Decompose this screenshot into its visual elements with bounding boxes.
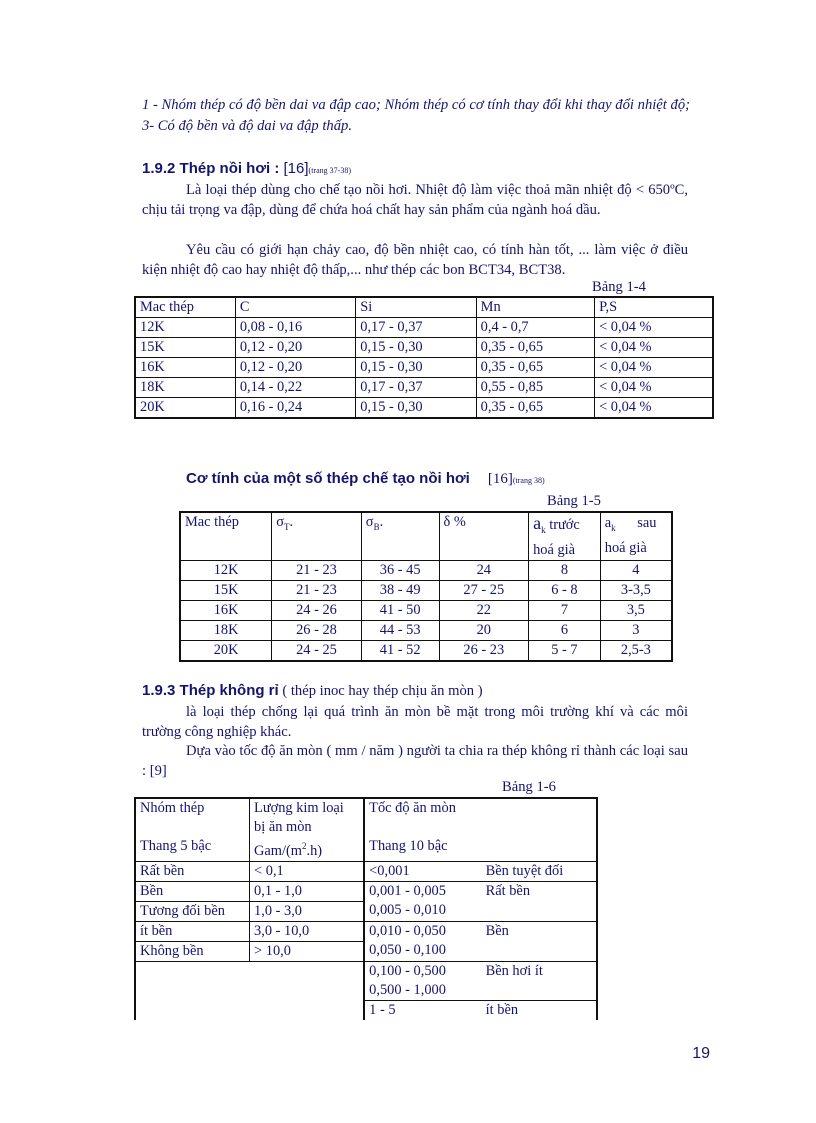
- table-title: Cơ tính của một số thép chế tạo nồi hơi: [186, 470, 470, 487]
- table-cell: < 0,04 %: [595, 318, 713, 338]
- table-cell: 0,010 - 0,050: [364, 921, 481, 941]
- table-cell: 21 - 23: [272, 580, 362, 600]
- table-header-row: [135, 297, 713, 318]
- table-row: [135, 338, 713, 358]
- table-cell: 0,35 - 0,65: [476, 338, 594, 358]
- table-row: [135, 378, 713, 398]
- table-header-row: [135, 837, 597, 861]
- table-cell: 5 - 7: [529, 640, 601, 661]
- table-1-5-title: [186, 470, 545, 488]
- table-cell: < 0,04 %: [595, 378, 713, 398]
- table-row: [135, 318, 713, 338]
- empty-cell: [250, 961, 365, 981]
- header-text: sau hoá già: [604, 515, 661, 556]
- table-row: [135, 1000, 597, 1020]
- empty-cell: [250, 981, 365, 1001]
- empty-cell: [135, 961, 250, 981]
- table-caption: Bảng 1-6: [502, 779, 556, 795]
- table-body: [135, 798, 597, 861]
- header-text: trước hoá già: [533, 517, 580, 558]
- table-cell: < 0,1: [250, 861, 365, 881]
- header-cell: $\sigma_B$.: [361, 512, 439, 560]
- subscript: k: [541, 524, 546, 535]
- table-cell: 22: [439, 600, 529, 620]
- table-row: [135, 921, 597, 941]
- table-cell: Bền: [135, 881, 250, 901]
- table-row: [180, 640, 672, 661]
- table-cell: 16K: [135, 358, 235, 378]
- table-header-row: [180, 512, 672, 560]
- table-cell: [482, 981, 597, 1001]
- section-title: 1.9.3 Thép không rỉ: [142, 682, 279, 699]
- unit-text: .h): [306, 842, 323, 859]
- section-heading-192: [142, 160, 351, 178]
- header-cell: Thang 10 bậc: [369, 838, 448, 854]
- subscript: T: [283, 521, 290, 532]
- table-cell: 12K: [135, 318, 235, 338]
- table-cell: 41 - 50: [361, 600, 439, 620]
- table-cell: 20: [439, 620, 529, 640]
- ak-symbol: a: [533, 513, 542, 533]
- table-cell: 0,005 - 0,010: [369, 902, 446, 919]
- section-ref-page: (trang 37-38): [308, 166, 351, 175]
- table-row: [135, 981, 597, 1001]
- table-row: [180, 580, 672, 600]
- table-header-row: [135, 818, 597, 837]
- table-row: [135, 881, 597, 901]
- table-cell: 0,55 - 0,85: [476, 378, 594, 398]
- table-cell: 0,16 - 0,24: [235, 398, 355, 419]
- table-cell: 41 - 52: [361, 640, 439, 661]
- table-cell: 24 - 26: [272, 600, 362, 620]
- table-cell: 0,35 - 0,65: [476, 398, 594, 419]
- table-cell: 6 - 8: [529, 580, 601, 600]
- paragraph: Yêu cầu có giới hạn chảy cao, độ bền nhiệt cao, có tính hàn tốt, ... làm việc ở điều kiện nhiệt độ cao hay nhiệt độ thấp,... như thép các bon BCT34, BCT38.: [142, 242, 688, 278]
- table-row: [135, 358, 713, 378]
- table-cell: 0,12 - 0,20: [235, 338, 355, 358]
- table-cell: 15K: [135, 338, 235, 358]
- table-cell: 0,35 - 0,65: [476, 358, 594, 378]
- table-cell: 8: [529, 560, 601, 580]
- table-cell: 0,4 - 0,7: [476, 318, 594, 338]
- table-ref: [16]: [487, 471, 513, 487]
- table-cell: Bền: [482, 921, 597, 941]
- ak-symbol: a: [604, 515, 612, 531]
- table-cell: Tương đối bền: [135, 901, 250, 921]
- table-body: [180, 512, 672, 661]
- table-1-4: [134, 296, 714, 419]
- table-cell: 0,17 - 0,37: [356, 318, 476, 338]
- table-cell: 2,5-3: [600, 640, 672, 661]
- table-cell: 36 - 45: [361, 560, 439, 580]
- header-cell: δ %: [439, 512, 529, 560]
- subscript: B: [373, 521, 380, 532]
- table-cell: 0,08 - 0,16: [235, 318, 355, 338]
- table-cell: 3-3,5: [600, 580, 672, 600]
- table-cell: 15K: [180, 580, 272, 600]
- table-cell: < 0,04 %: [595, 338, 713, 358]
- header-cell: [364, 818, 481, 837]
- table-cell: 7: [529, 600, 601, 620]
- table-cell: 0,001 - 0,005: [364, 881, 481, 901]
- table-cell: Mn: [476, 297, 594, 318]
- table-cell: 24 - 25: [272, 640, 362, 661]
- sigma-symbol: σ: [276, 514, 284, 530]
- table-cell: ít bền: [135, 921, 250, 941]
- paragraph: Là loại thép dùng cho chế tạo nồi hơi. Nhiệt độ làm việc thoả mãn nhiệt độ < 650ºC, chịu tải trọng va đập, dùng để chứa hoá chất hay sản phẩm của ngành hoá dầu.: [142, 182, 688, 218]
- table-cell: > 10,0: [250, 941, 365, 961]
- table-cell: 27 - 25: [439, 580, 529, 600]
- table-cell: 0,050 - 0,100: [369, 942, 446, 959]
- header-cell: $\sigma_T$.: [272, 512, 362, 560]
- table-cell: Si: [356, 297, 476, 318]
- table-cell: 0,15 - 0,30: [356, 398, 476, 419]
- superscript: 2: [302, 841, 307, 851]
- empty-cell: [250, 1000, 365, 1020]
- table-caption: Bảng 1-5: [547, 493, 601, 509]
- table-cell: 26 - 28: [272, 620, 362, 640]
- table-cell: 3,5: [600, 600, 672, 620]
- table-cell: Bền hơi ít: [482, 961, 597, 981]
- table-cell: Bền tuyệt đối: [482, 861, 597, 881]
- table-cell: Không bền: [135, 941, 250, 961]
- table-cell: Mac thép: [135, 297, 235, 318]
- table-row: [135, 901, 597, 921]
- header-cell: [135, 818, 250, 837]
- table-cell: 18K: [135, 378, 235, 398]
- table-cell: [482, 901, 597, 921]
- header-cell: [482, 798, 597, 818]
- table-cell: 1 - 5: [364, 1000, 481, 1020]
- table-row: [135, 861, 597, 881]
- header-cell: Lượng kim loại: [250, 798, 365, 818]
- header-cell: [250, 837, 365, 861]
- table-cell: 20K: [180, 640, 272, 661]
- table-cell: 0,15 - 0,30: [356, 338, 476, 358]
- empty-cell: [135, 1000, 250, 1020]
- table-row: [180, 560, 672, 580]
- header-cell: bị ăn mòn: [250, 818, 365, 837]
- table-cell: <0,001: [364, 861, 481, 881]
- table-1-5: [179, 511, 673, 662]
- table-row: [180, 600, 672, 620]
- table-cell: 6: [529, 620, 601, 640]
- table-cell: 0,100 - 0,500: [364, 961, 481, 981]
- paragraph: Dựa vào tốc độ ăn mòn ( mm / năm ) người ta chia ra thép không rỉ thành các loại sau : [9]: [142, 743, 688, 779]
- section-subtitle: ( thép inoc hay thép chịu ăn mòn ): [278, 683, 483, 699]
- table-row: [180, 620, 672, 640]
- header-cell: Mac thép: [180, 512, 272, 560]
- section-ref: [16]: [283, 160, 309, 177]
- table-body: [135, 297, 713, 418]
- header-cell: Tốc độ ăn mòn: [369, 800, 456, 816]
- header-cell: [529, 512, 601, 560]
- header-cell: [600, 512, 672, 560]
- section-title: 1.9.2 Thép nồi hơi :: [142, 160, 284, 177]
- header-cell: Thang 5 bậc: [140, 838, 212, 854]
- table-caption: Bảng 1-4: [592, 279, 646, 295]
- unit-text: Gam/(m: [254, 842, 302, 859]
- subscript: k: [611, 522, 616, 533]
- table-cell: 21 - 23: [272, 560, 362, 580]
- table-cell: 44 - 53: [361, 620, 439, 640]
- table-cell: 38 - 49: [361, 580, 439, 600]
- table-cell: < 0,04 %: [595, 358, 713, 378]
- table-cell: 0,17 - 0,37: [356, 378, 476, 398]
- table-body: [135, 861, 597, 1020]
- table-header-row: [135, 798, 597, 818]
- table-1-6: [134, 797, 598, 1020]
- table-cell: 0,1 - 1,0: [250, 881, 365, 901]
- table-cell: 4: [600, 560, 672, 580]
- table-row: [135, 961, 597, 981]
- table-cell: 12K: [180, 560, 272, 580]
- header-cell: [482, 818, 597, 837]
- table-cell: 20K: [135, 398, 235, 419]
- table-row: [135, 941, 597, 961]
- table-cell: 16K: [180, 600, 272, 620]
- table-cell: 0,12 - 0,20: [235, 358, 355, 378]
- table-cell: 3: [600, 620, 672, 640]
- intro-note: 1 - Nhóm thép có độ bền dai va đập cao; Nhóm thép có cơ tính thay đổi khi thay đổi nhiệt độ; 3- Có độ bền và độ dai va đập thấp.: [142, 97, 690, 134]
- table-cell: < 0,04 %: [595, 398, 713, 419]
- table-cell: 3,0 - 10,0: [250, 921, 365, 941]
- section-heading-193: [142, 682, 483, 700]
- table-cell: 24: [439, 560, 529, 580]
- table-cell: 0,14 - 0,22: [235, 378, 355, 398]
- table-cell: P,S: [595, 297, 713, 318]
- table-ref-page: (trang 38): [512, 476, 545, 485]
- table-row: [135, 398, 713, 419]
- table-cell: 0,15 - 0,30: [356, 358, 476, 378]
- table-cell: [482, 941, 597, 961]
- table-cell: 26 - 23: [439, 640, 529, 661]
- table-cell: ít bền: [482, 1000, 597, 1020]
- table-cell: 1,0 - 3,0: [250, 901, 365, 921]
- sigma-symbol: σ: [365, 514, 374, 530]
- header-cell: [482, 837, 597, 861]
- table-cell: Rất bền: [135, 861, 250, 881]
- page-number: 19: [692, 1045, 710, 1062]
- table-cell: C: [235, 297, 355, 318]
- empty-cell: [135, 981, 250, 1001]
- table-cell: Rất bền: [482, 881, 597, 901]
- table-cell: 0,500 - 1,000: [369, 981, 446, 998]
- paragraph: là loại thép chống lại quá trình ăn mòn bề mặt trong môi trường khí và các môi trường công nghiệp khác.: [142, 704, 688, 740]
- header-cell: Nhóm thép: [140, 800, 205, 816]
- table-cell: 18K: [180, 620, 272, 640]
